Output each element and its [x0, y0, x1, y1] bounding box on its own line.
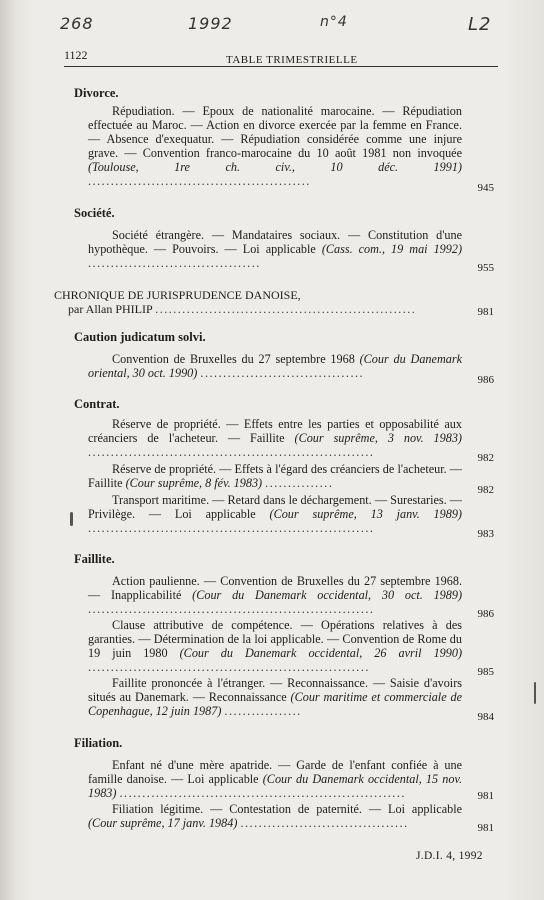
entry-filiation-legitime	[88, 802, 462, 830]
section-heading-contrat: Contrat.	[74, 397, 120, 411]
leader-dots: ..............................................................	[88, 660, 370, 674]
entry-text: Enfant né d'une mère apatride. — Garde de l'enfant confiée à une famille danoise. — Loi applicable	[88, 758, 462, 786]
entry-faillite-clause	[88, 618, 462, 674]
entry-citation: (Cour suprême, 17 janv. 1984)	[88, 816, 238, 830]
entry-page: 981	[477, 822, 494, 834]
entry-page: 984	[477, 711, 494, 723]
chronique-author: par Allan PHILIP	[68, 302, 153, 316]
handwritten-note-left: 268	[60, 14, 94, 33]
section-heading-societe: Société.	[74, 206, 115, 220]
leader-dots: ...............................................................	[88, 521, 375, 535]
chronique-title: CHRONIQUE DE JURISPRUDENCE DANOISE,	[54, 288, 301, 302]
leader-dots: .....................................	[240, 816, 409, 830]
leader-dots: ...............................................................	[88, 602, 375, 616]
entry-filiation-apatride	[88, 758, 462, 800]
entry-page: 986	[477, 608, 494, 620]
chronique-heading	[54, 288, 474, 316]
entry-text: Clause attributive de compétence. — Opérations relatives à des garanties. — Détermination de la loi applicable. — Convention de Rome du 19 juin 1980	[88, 618, 462, 660]
margin-mark	[70, 512, 73, 526]
entry-page: 982	[477, 484, 494, 496]
entry-citation: (Cour du Danemark occidental, 15 nov. 1983)	[88, 772, 462, 800]
leader-dots: ...............	[265, 476, 334, 490]
entry-page: 981	[477, 306, 494, 318]
entry-citation: (Cour suprême, 8 fév. 1983)	[125, 476, 263, 490]
entry-faillite-paulienne	[88, 574, 462, 616]
running-head	[64, 48, 498, 67]
entry-citation: (Cass. com., 19 mai 1992)	[321, 242, 463, 256]
margin-mark	[534, 682, 536, 704]
page-number: 1122	[64, 48, 88, 62]
entry-societe-etrangere	[88, 228, 462, 270]
entry-caution-convention	[88, 352, 462, 380]
section-heading-faillite: Faillite.	[74, 552, 115, 566]
entry-page: 981	[477, 790, 494, 802]
entry-citation: (Toulouse, 1re ch. civ., 10 déc. 1991)	[88, 160, 462, 174]
entry-text: Action paulienne. — Convention de Bruxelles du 27 septembre 1968. — Inapplicabilité	[88, 574, 462, 602]
leader-dots: ...............................................................	[119, 786, 406, 800]
entry-text: Faillite prononcée à l'étranger. — Reconnaissance. — Saisie d'avoirs situés au Danemark. — Reconnaissance	[88, 676, 462, 704]
handwritten-note-year: 1992	[188, 14, 233, 33]
entry-page: 982	[477, 452, 494, 464]
page-title: TABLE TRIMESTRIELLE	[226, 54, 358, 66]
entry-citation: (Cour suprême, 13 janv. 1989)	[269, 507, 462, 521]
entry-page: 985	[477, 666, 494, 678]
entry-citation: (Cour du Danemark occidental, 30 oct. 1989)	[192, 588, 463, 602]
entry-contrat-reserve-1	[88, 417, 462, 459]
entry-citation: (Cour maritime et commerciale de Copenhague, 12 juin 1987)	[88, 690, 462, 718]
entry-contrat-transport	[88, 493, 462, 535]
entry-text: Répudiation. — Epoux de nationalité marocaine. — Répudiation effectuée au Maroc. — Action en divorce exercée par la femme en France. — Absence d'exequatur. — Répudiation considérée comme une injure grave. — Convention franco-marocaine du 10 août 1981 non invoquée	[88, 104, 462, 160]
leader-dots: ......................................	[88, 256, 261, 270]
entry-text: Réserve de propriété. — Effets à l'égard des créanciers de l'acheteur. — Faillite	[88, 462, 462, 490]
entry-divorce-repudiation	[88, 104, 462, 188]
leader-dots: ....................................	[200, 366, 365, 380]
entry-page: 945	[477, 182, 494, 194]
entry-text: Convention de Bruxelles du 27 septembre 1968	[112, 352, 355, 366]
entry-citation: (Cour du Danemark occidental, 26 avril 1990)	[179, 646, 463, 660]
leader-dots: .................	[224, 704, 302, 718]
entry-contrat-reserve-2	[88, 462, 462, 490]
entry-page: 986	[477, 374, 494, 386]
entry-citation: (Cour suprême, 3 nov. 1983)	[294, 431, 462, 445]
entry-text: Filiation légitime. — Contestation de paternité. — Loi applicable	[112, 802, 462, 816]
entry-faillite-etranger	[88, 676, 462, 718]
footer-reference: J.D.I. 4, 1992	[416, 850, 483, 862]
section-heading-filiation: Filiation.	[74, 736, 123, 750]
section-heading-caution: Caution judicatum solvi.	[74, 330, 206, 344]
section-heading-divorce: Divorce.	[74, 86, 119, 100]
entry-text: Réserve de propriété. — Effets entre les parties et opposabilité aux créanciers de l'acheteur. — Faillite	[88, 417, 462, 445]
leader-dots: .................................................	[88, 174, 311, 188]
entry-citation: (Cour du Danemark oriental, 30 oct. 1990)	[88, 352, 462, 380]
handwritten-note-code: L2	[468, 14, 492, 35]
leader-dots: ...............................................................	[88, 445, 375, 459]
entry-text: Transport maritime. — Retard dans le déchargement. — Surestaries. — Privilège. — Loi applicable	[88, 493, 462, 521]
leader-dots: ..........................................................	[155, 302, 417, 316]
entry-page: 983	[477, 528, 494, 540]
handwritten-note-issue: n°4	[320, 14, 348, 30]
entry-page: 955	[477, 262, 494, 274]
entry-text: Société étrangère. — Mandataires sociaux. — Constitution d'une hypothèque. — Pouvoirs. — Loi applicable	[88, 228, 462, 256]
